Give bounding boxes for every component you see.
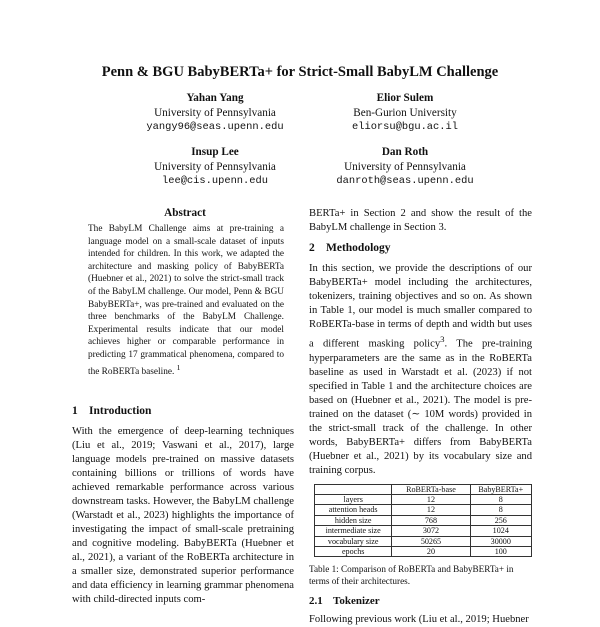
table-cell: 12 [392, 494, 470, 504]
table-cell: 1024 [470, 526, 531, 536]
table-cell: 3072 [392, 526, 470, 536]
author-email: yangy96@seas.upenn.edu [146, 121, 284, 133]
table-row [315, 536, 532, 546]
table-cell: 30000 [470, 536, 531, 546]
methodology-text [309, 262, 532, 478]
right-column [309, 207, 532, 627]
table-row [315, 546, 532, 556]
author-affiliation: University of Pennsylvania [154, 160, 276, 173]
abstract-text: The BabyLM Challenge aims at pre-training a language model on a small-scale dataset of inputs intended for children. In this work, we adapted the architecture and masking policy of BabyBERTa (Huebner et al., 2021) to solve the strict-small track of the BabyLM challenge. Our model, Penn & BGU BabyBERTa+, was pre-trained and evaluated on the three benchmarks of the BabyLM Challenge. Experimental results indicate that our model achieves higher or comparable performance in predicting 17 grammatical phenomena, compared to the RoBERTa baseline. [88, 224, 284, 377]
section-number: 1 [72, 405, 78, 417]
table-cell: epochs [315, 546, 392, 556]
table-cell: 256 [470, 515, 531, 525]
continued-text: BERTa+ in Section 2 and show the result of the BabyLM challenge in Section 3. [309, 208, 532, 233]
footnote-marker: 3 [440, 334, 445, 344]
table-cell: intermediate size [315, 526, 392, 536]
author-name: Elior Sulem [376, 92, 434, 104]
table-cell: layers [315, 494, 392, 504]
author-name: Insup Lee [191, 146, 239, 158]
intro-text: With the emergence of deep-learning techniques (Liu et al., 2019; Vaswani et al., 2017), large language models pre-trained on massive datasets containing billions or trillions of words have achieved remarkable performance across various downstream tasks. However, the BabyLM challenge (Warstadt et al., 2023) highlights the importance of investigating the impact of small-scale pretraining and cognitive modeling. BabyBERTa (Huebner et al., 2021), a variant of the RoBERTa architecture in a smaller size, demonstrated superior performance and data efficiency in learning grammar phenomena with child-directed inputs com- [72, 426, 294, 605]
author-email: danroth@seas.upenn.edu [336, 175, 474, 187]
tokenizer-text: Following previous work (Liu et al., 2019; Huebner [309, 614, 529, 626]
table-caption: Table 1: Comparison of RoBERTa and BabyBERTa+ in terms of their architectures. [309, 564, 514, 587]
table-cell: 8 [470, 494, 531, 504]
section-title: Introduction [89, 405, 152, 417]
methodology-heading [309, 242, 532, 254]
author-affiliation: University of Pennsylvania [154, 106, 276, 119]
table-header-cell: BabyBERTa+ [470, 484, 531, 494]
table-cell: 12 [392, 505, 470, 515]
table-cell: hidden size [315, 515, 392, 525]
comparison-table [314, 484, 532, 558]
table-cell: 50265 [392, 536, 470, 546]
author-email: lee@cis.upenn.edu [161, 175, 268, 187]
tokenizer-heading [309, 595, 532, 607]
abstract-heading: Abstract [164, 207, 206, 219]
intro-heading [72, 405, 294, 417]
section-title: Methodology [326, 242, 391, 254]
author-affiliation: Ben-Gurion University [353, 106, 457, 119]
subsection-number: 2.1 [309, 595, 323, 608]
table-cell: 100 [470, 546, 531, 556]
table-cell: vocabulary size [315, 536, 392, 546]
table-header-row [315, 484, 532, 494]
author-email: eliorsu@bgu.ac.il [351, 121, 458, 133]
author-affiliation: University of Pennsylvania [344, 160, 466, 173]
table-cell: 20 [392, 546, 470, 556]
author-name: Dan Roth [381, 146, 429, 158]
footnote-marker: 1 [176, 362, 181, 372]
methodology-text-part: In this section, we provide the descriptions of our BabyBERTa+ model including the architectures, tokenizers, training objectives and so on. As shown in Table 1, our model is much smaller compared to RoBERTa-base in terms of depth and width but uses a different masking policy [309, 263, 532, 350]
left-column [72, 405, 294, 607]
author-name: Yahan Yang [186, 92, 244, 104]
methodology-text-part: . The pre-training hyperparameters are the same as in the RoBERTa baseline as used in Warstadt et al. (2023) if not specified in Table 1 and the architecture choices are based on (Huebner et al., 2021). The model is pre-trained on the dataset (∼ 10M words) provided in the strict-small track of the challenge. In other words, BabyBERTa+ differs from BabyBERTa (Huebner et al., 2021) by its vocabulary size and training corpus. [309, 338, 532, 476]
table-row [315, 526, 532, 536]
table-cell: attention heads [315, 505, 392, 515]
paper-title: Penn & BGU BabyBERTa+ for Strict-Small BabyLM Challenge [101, 64, 499, 80]
table-row [315, 494, 532, 504]
table-header-cell: RoBERTa-base [392, 484, 470, 494]
table-cell: 768 [392, 515, 470, 525]
author-block [275, 145, 535, 189]
abstract-body [88, 223, 284, 378]
table-row [315, 505, 532, 515]
section-number: 2 [309, 242, 315, 254]
table-header-cell [315, 484, 392, 494]
table-cell: 8 [470, 505, 531, 515]
table-row [315, 515, 532, 525]
subsection-title: Tokenizer [333, 595, 380, 608]
author-block [275, 91, 535, 135]
